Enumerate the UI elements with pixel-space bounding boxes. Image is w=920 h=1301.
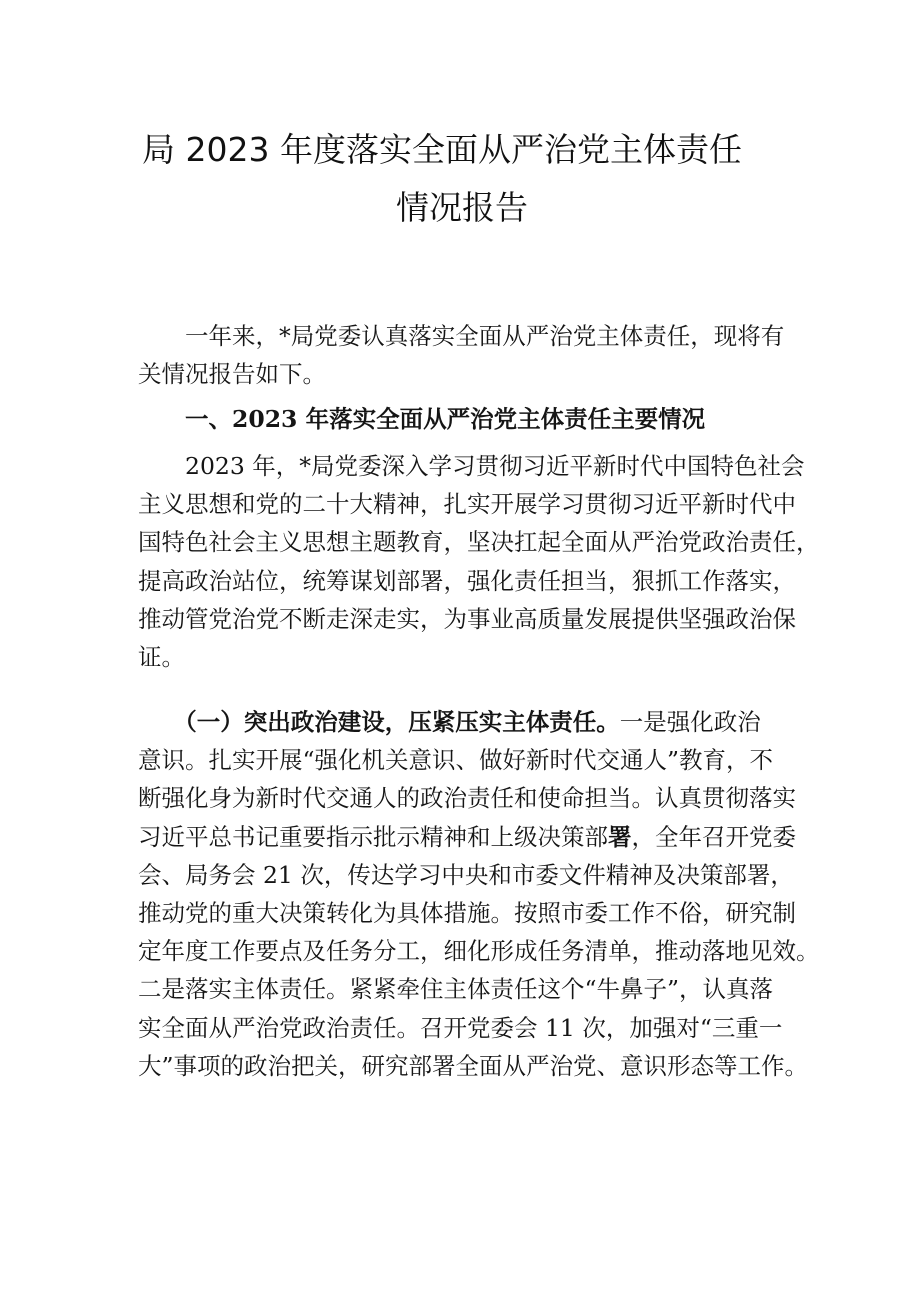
text-line: 2023 年，*局党委深入学习贯彻习近平新时代中国特色社会 bbox=[138, 452, 805, 480]
text-line: 关情况报告如下。 bbox=[138, 360, 326, 389]
text-run: 一是强化政治 bbox=[619, 708, 761, 736]
text-line: 会、局务会 21 次，传达学习中央和市委文件精神及决策部署， bbox=[138, 860, 794, 889]
document-title-line-1: 局 2023 年度落实全面从严治党主体责任 bbox=[142, 130, 742, 169]
paragraph-intro bbox=[138, 317, 798, 393]
text-line: 意识。扎实开展“强化机关意识、做好新时代交通人”教育，不 bbox=[138, 746, 774, 775]
section-heading-1 bbox=[138, 400, 798, 438]
text-line: 主义思想和党的二十大精神，扎实开展学习贯彻习近平新时代中 bbox=[138, 490, 796, 519]
text-line: 二是落实主体责任。紧紧牵住主体责任这个“牛鼻子”，认真落 bbox=[138, 975, 774, 1004]
text-line bbox=[138, 703, 798, 741]
text-run: 习近平总书记重要指示批示精神和上级决策部 bbox=[138, 822, 608, 851]
text-line: 国特色社会主义思想主题教育，坚决扛起全面从严治党政治责任， bbox=[138, 528, 820, 557]
heading-text: 一、2023 年落实全面从严治党主体责任主要情况 bbox=[138, 405, 706, 433]
text-run: ，全年召开党委 bbox=[631, 822, 796, 851]
paragraph-overview bbox=[138, 447, 820, 676]
text-line: 证。 bbox=[138, 642, 185, 671]
text-line: 推动党的重大决策转化为具体措施。按照市委工作不俗，研究制 bbox=[138, 898, 796, 927]
text-line: 一年来，*局党委认真落实全面从严治党主体责任，现将有 bbox=[138, 322, 785, 350]
subheading-bold: （一）突出政治建设，压紧压实主体责任。 bbox=[138, 708, 620, 736]
text-line: 定年度工作要点及任务分工，细化形成任务清单，推动落地见效。 bbox=[138, 937, 820, 966]
text-line: 断强化身为新时代交通人的政治责任和使命担当。认真贯彻落实 bbox=[138, 784, 796, 813]
document-title-line-2: 情况报告 bbox=[396, 188, 528, 227]
text-line: 提高政治站位，统筹谋划部署，强化责任担当，狠抓工作落实， bbox=[138, 566, 796, 595]
bold-char: 署 bbox=[608, 822, 632, 851]
text-line bbox=[138, 818, 798, 856]
text-line: 实全面从严治党政治责任。召开党委会 11 次，加强对“三重一 bbox=[138, 1013, 783, 1042]
text-line: 推动管党治党不断走深走实，为事业高质量发展提供坚强政治保 bbox=[138, 604, 796, 633]
paragraph-political-building bbox=[138, 703, 820, 1085]
text-line: 大”事项的政治把关，研究部署全面从严治党、意识形态等工作。 bbox=[138, 1051, 809, 1080]
